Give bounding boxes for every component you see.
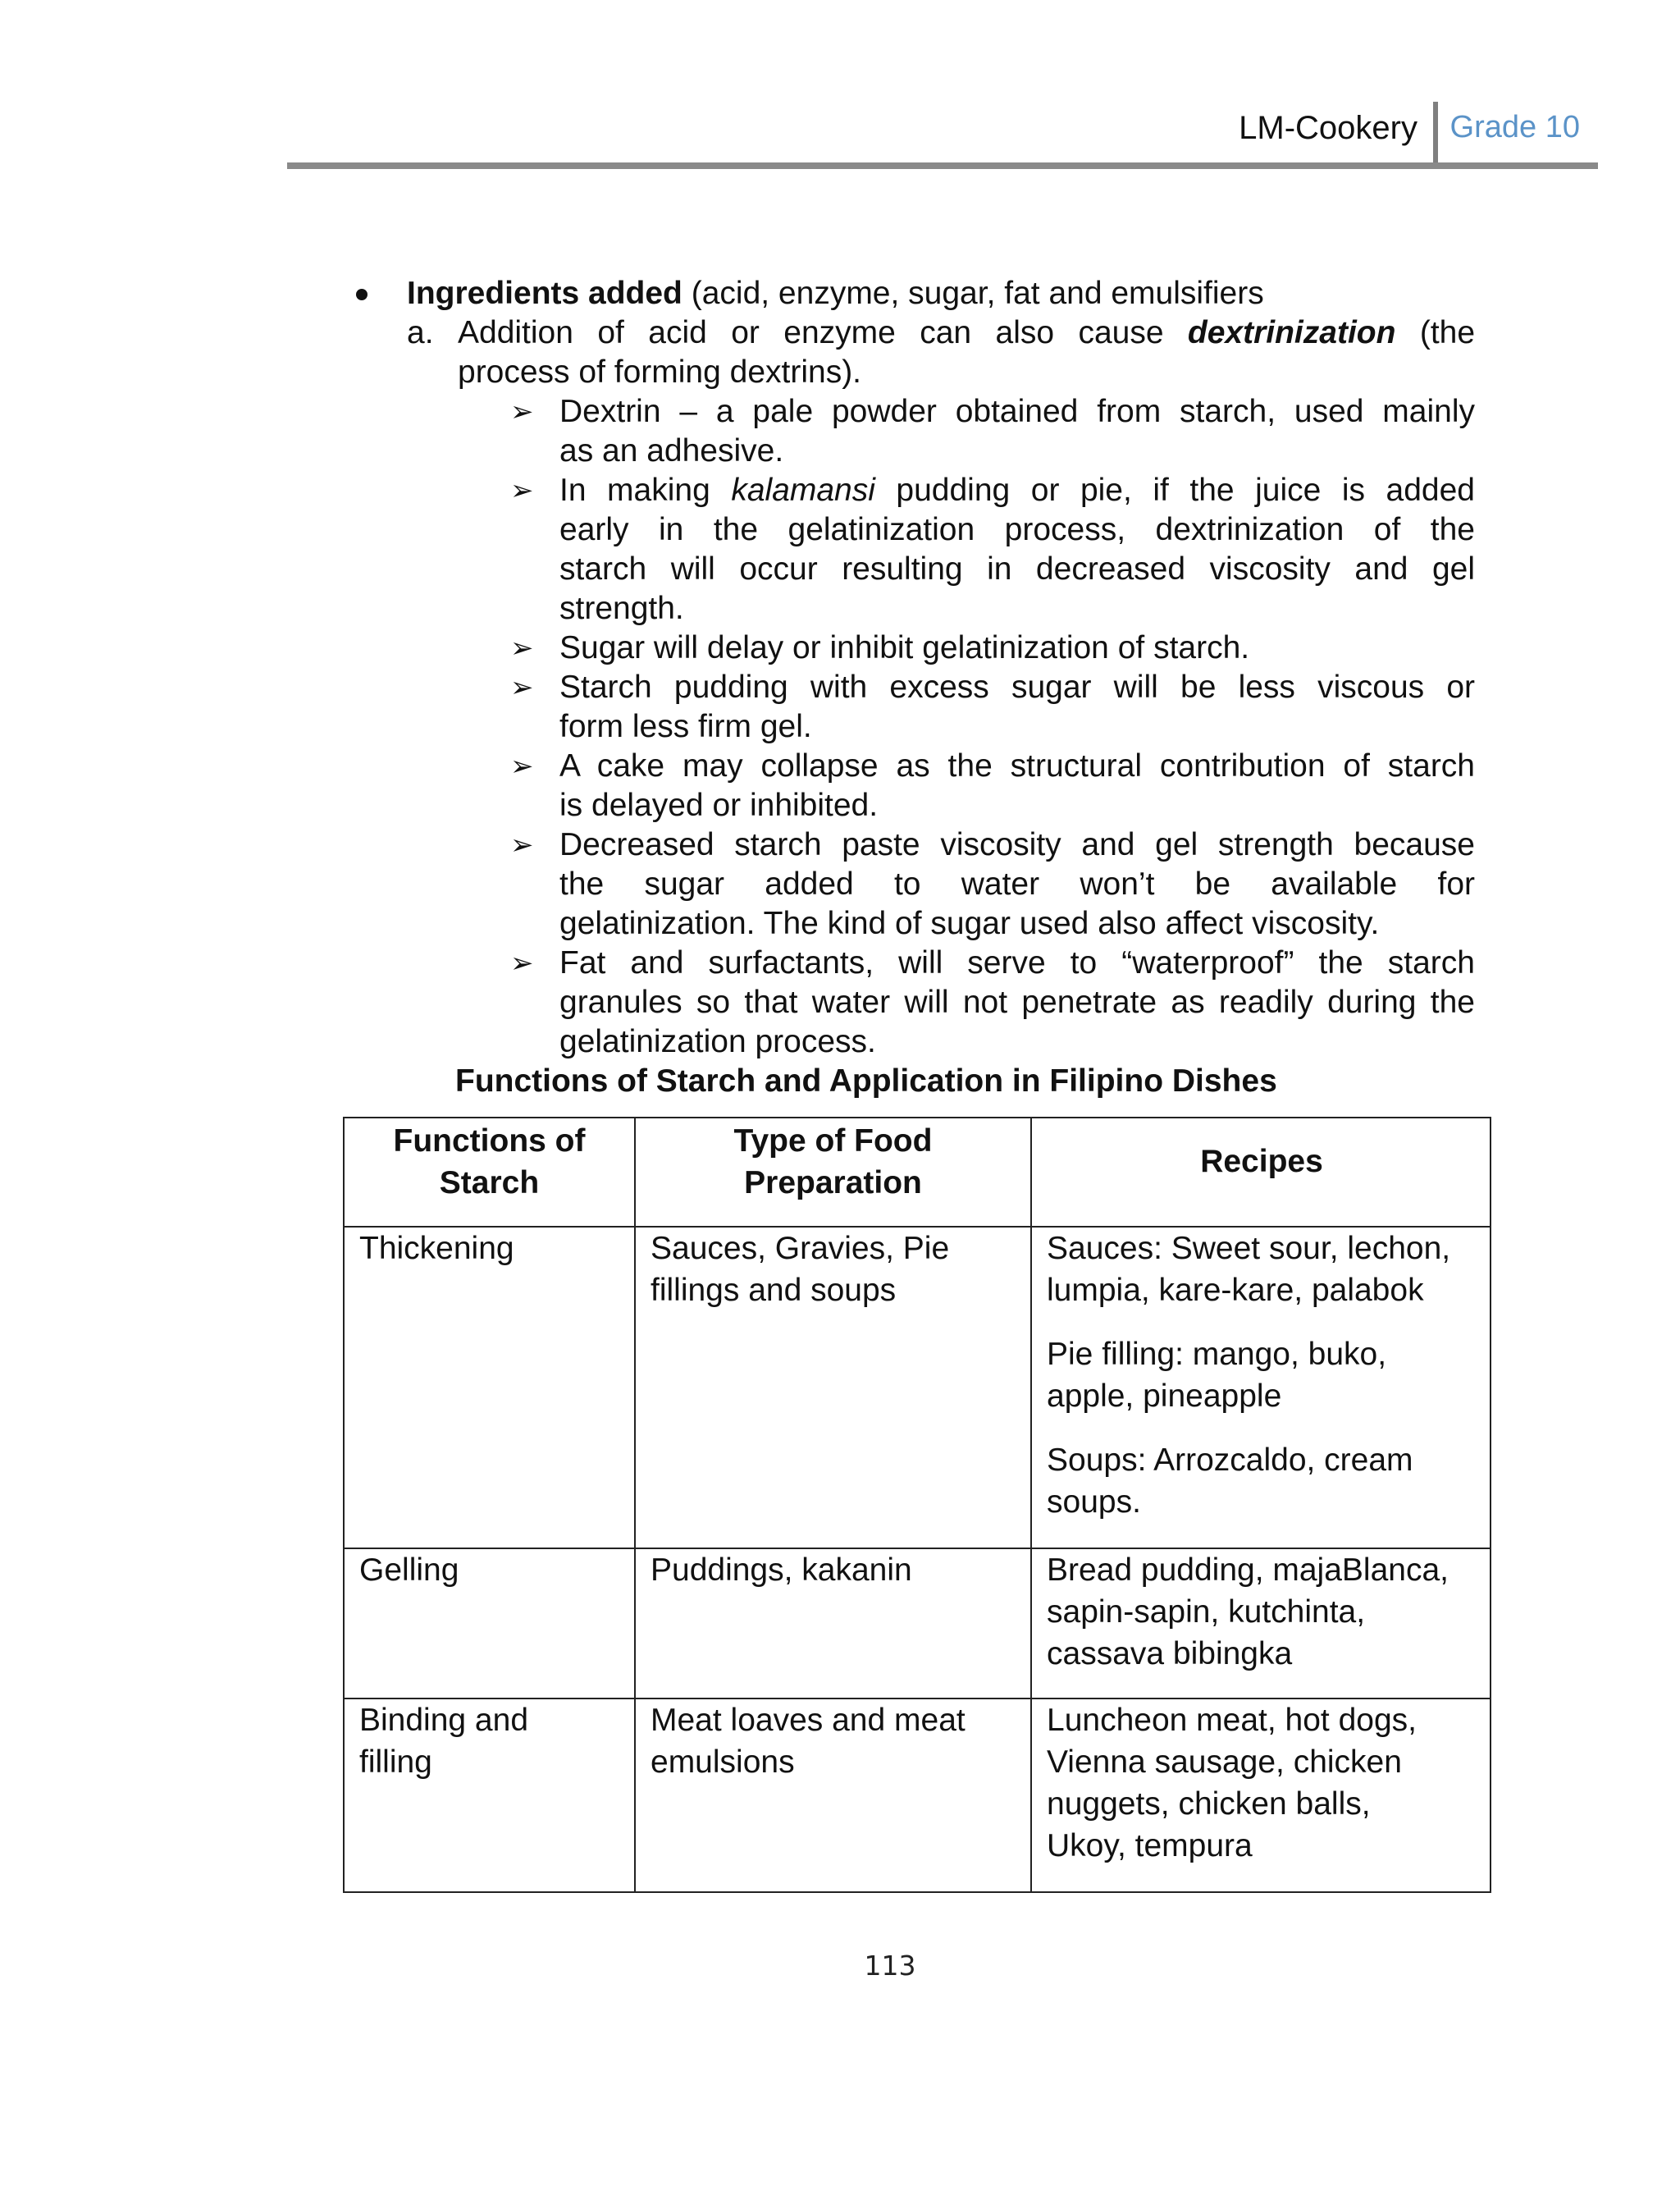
cell-line: sapin-sapin, kutchinta, [1047, 1594, 1366, 1630]
point-4-line-1: Starch pudding with excess sugar will be less viscous or [559, 670, 1475, 705]
table-row-thickening-type [651, 1228, 949, 1311]
text: In making [559, 473, 710, 508]
header-text: Preparation [744, 1165, 922, 1200]
table-row-gelling-recipes [1047, 1549, 1449, 1675]
point-3-line-1: Sugar will delay or inhibit gelatinization of starch. [559, 630, 1250, 665]
point-6-line-3: gelatinization. The kind of sugar used also affect viscosity. [559, 906, 1380, 941]
course-title: LM-Cookery [1239, 110, 1418, 146]
word: or [731, 315, 760, 350]
point-6-line-2: the sugar added to water won’t be available for [559, 866, 1475, 902]
table-row-gelling-function: Gelling [359, 1552, 459, 1588]
cell-line: Binding and [359, 1703, 529, 1738]
header-text: Functions of [393, 1123, 586, 1159]
point-2-line-2: early in the gelatinization process, dextrinization of the [559, 512, 1475, 547]
term-dextrinization: dextrinization [1187, 315, 1396, 350]
arrow-bullet-icon: ➢ [510, 633, 534, 664]
table-row-thickening-function: Thickening [359, 1231, 514, 1266]
text: pudding or pie, if the juice is added [896, 473, 1475, 508]
point-7-line-2: granules so that water will not penetrate as readily during the [559, 985, 1475, 1020]
grade-label: Grade 10 [1449, 110, 1580, 144]
table-row-binding-type [651, 1699, 966, 1783]
cell-line: Sauces, Gravies, Pie [651, 1231, 950, 1266]
header-text: Recipes [1200, 1144, 1323, 1179]
point-2-line-1 [559, 471, 1475, 510]
header-functions-of-starch [345, 1120, 634, 1204]
header-text: Type of Food [733, 1123, 933, 1159]
cell-line: Pie filling: mango, buko, [1047, 1337, 1387, 1372]
bullet-icon [356, 289, 368, 300]
arrow-bullet-icon: ➢ [510, 475, 534, 506]
bullet-heading-rest: (acid, enzyme, sugar, fat and emulsifiers [691, 276, 1264, 311]
cell-line: apple, pineapple [1047, 1378, 1282, 1414]
cell-line: Meat loaves and meat [651, 1703, 966, 1738]
cell-line: Sauces: Sweet sour, lechon, [1047, 1231, 1451, 1266]
page-header [287, 97, 1598, 169]
cell-line: fillings and soups [651, 1273, 897, 1308]
item-a-line2: process of forming dextrins). [458, 354, 862, 390]
point-1-line-1: Dextrin – a pale powder obtained from starch, used mainly [559, 394, 1475, 429]
cell-line: lumpia, kare-kare, palabok [1047, 1273, 1424, 1308]
starch-functions-table [343, 1117, 1491, 1893]
arrow-bullet-icon: ➢ [510, 396, 534, 427]
header-rule [287, 162, 1598, 169]
point-2-line-3: starch will occur resulting in decreased viscosity and gel [559, 551, 1475, 587]
item-a-line1 [458, 313, 1475, 353]
point-6-line-1: Decreased starch paste viscosity and gel strength because [559, 827, 1475, 862]
point-5-line-2: is delayed or inhibited. [559, 788, 879, 823]
page-number: 113 [864, 1950, 916, 1982]
column-divider [634, 1118, 636, 1891]
point-7-line-1: Fat and surfactants, will serve to “waterproof” the starch [559, 945, 1475, 981]
cell-line: Luncheon meat, hot dogs, [1047, 1703, 1417, 1738]
word: Addition [458, 315, 573, 350]
cell-line: soups. [1047, 1484, 1141, 1520]
header-text: Starch [439, 1165, 540, 1200]
word: cause [1078, 315, 1164, 350]
word: can [920, 315, 972, 350]
word: (the [1419, 315, 1476, 350]
word: of [597, 315, 624, 350]
column-divider [1030, 1118, 1032, 1891]
header-divider [1433, 102, 1438, 166]
arrow-bullet-icon: ➢ [510, 751, 534, 782]
cell-line: emulsions [651, 1744, 795, 1780]
cell-line: Vienna sausage, chicken [1047, 1744, 1402, 1780]
cell-line: nuggets, chicken balls, [1047, 1786, 1371, 1822]
point-2-line-4: strength. [559, 591, 684, 626]
point-5-line-1: A cake may collapse as the structural contribution of starch [559, 748, 1475, 784]
cell-line: Bread pudding, majaBlanca, [1047, 1552, 1449, 1588]
word: also [995, 315, 1055, 350]
header-type-of-food-preparation [636, 1120, 1030, 1204]
table-row-binding-function [359, 1699, 528, 1783]
arrow-bullet-icon: ➢ [510, 830, 534, 861]
cell-line: filling [359, 1744, 432, 1780]
point-7-line-3: gelatinization process. [559, 1024, 876, 1059]
point-4-line-2: form less firm gel. [559, 709, 812, 744]
arrow-bullet-icon: ➢ [510, 672, 534, 703]
word: acid [648, 315, 707, 350]
bullet-heading [407, 274, 1264, 313]
item-a-label: a. [407, 315, 434, 350]
cell-line: Soups: Arrozcaldo, cream [1047, 1442, 1413, 1478]
header-recipes [1032, 1141, 1491, 1182]
bullet-heading-bold: Ingredients added [407, 276, 682, 311]
term-kalamansi: kalamansi [731, 473, 875, 508]
table-row-binding-recipes [1047, 1699, 1417, 1867]
cell-line: Ukoy, tempura [1047, 1828, 1253, 1863]
arrow-bullet-icon: ➢ [510, 948, 534, 979]
table-row-thickening-recipes [1047, 1228, 1450, 1523]
table-title: Functions of Starch and Application in Filipino Dishes [455, 1063, 1277, 1099]
table-row-gelling-type: Puddings, kakanin [651, 1552, 912, 1588]
point-1-line-2: as an adhesive. [559, 433, 784, 469]
cell-line: cassava bibingka [1047, 1636, 1293, 1671]
word: enzyme [783, 315, 896, 350]
